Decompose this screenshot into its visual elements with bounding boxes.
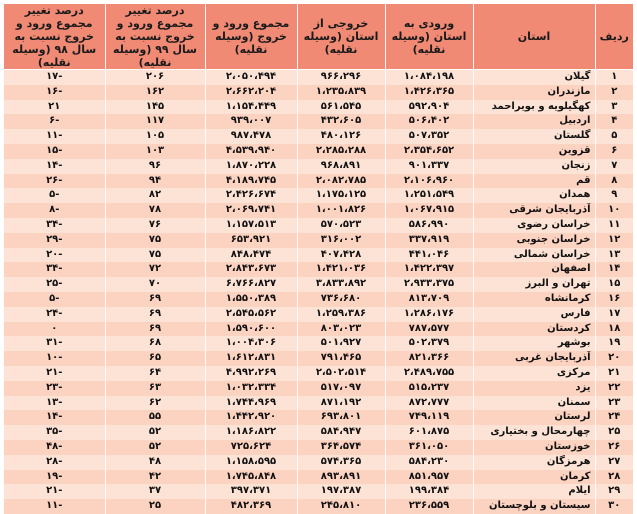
change-vs-99-cell: ۵۵ (105, 410, 205, 425)
table-row (4, 307, 633, 322)
province-name-cell: یزد (473, 381, 595, 396)
table-row (4, 366, 633, 381)
row-index-cell: ۱۰ (595, 203, 633, 218)
province-name-cell: اصفهان (473, 262, 595, 277)
change-vs-99-cell: ۹۴ (105, 174, 205, 189)
row-index-cell: ۱۷ (595, 307, 633, 322)
exits-cell: ۶۹۳،۸۰۱ (297, 410, 385, 425)
change-vs-98-cell: -۲۶ (4, 174, 105, 189)
row-index-cell: ۱۱ (595, 218, 633, 233)
province-name-cell: مرکزی (473, 366, 595, 381)
exits-cell: ۵۷۴،۳۶۵ (297, 455, 385, 470)
total-cell: ۴،۹۹۲،۲۶۹ (205, 366, 297, 381)
table-row (4, 440, 633, 455)
exits-cell: ۴۳۲،۶۰۵ (297, 114, 385, 129)
table-row (4, 292, 633, 307)
change-vs-98-cell: -۱۷ (4, 70, 105, 85)
change-vs-99-cell: ۱۶۲ (105, 85, 205, 100)
table-row (4, 188, 633, 203)
table-row (4, 144, 633, 159)
change-vs-99-cell: ۸۲ (105, 188, 205, 203)
exits-cell: ۴۸۰،۱۲۶ (297, 129, 385, 144)
change-vs-99-cell: ۹۶ (105, 159, 205, 174)
province-name-cell: همدان (473, 188, 595, 203)
total-cell: ۲،۸۴۳،۶۷۳ (205, 262, 297, 277)
exits-cell: ۳،۸۳۳،۸۹۲ (297, 277, 385, 292)
change-vs-98-cell: -۸ (4, 203, 105, 218)
province-name-cell: خراسان شمالی (473, 248, 595, 263)
exits-cell: ۱،۴۲۱،۰۳۶ (297, 262, 385, 277)
exits-cell: ۳۶۴،۵۷۴ (297, 440, 385, 455)
total-cell: ۶،۷۶۶،۸۲۷ (205, 277, 297, 292)
table-row (4, 262, 633, 277)
table-row (4, 484, 633, 499)
row-index-cell: ۲ (595, 85, 633, 100)
total-cell: ۲،۵۴۵،۵۶۲ (205, 307, 297, 322)
entries-cell: ۷۸۷،۵۷۷ (385, 322, 473, 337)
table-row (4, 203, 633, 218)
change-vs-98-cell: -۲۸ (4, 455, 105, 470)
province-name-cell: خراسان رضوی (473, 218, 595, 233)
header-entries: ورودی به استان (وسیله نقلیه) (385, 4, 473, 70)
province-name-cell: زنجان (473, 159, 595, 174)
total-cell: ۱،۷۴۴،۹۶۹ (205, 396, 297, 411)
table-row (4, 381, 633, 396)
change-vs-99-cell: ۲۰۶ (105, 70, 205, 85)
total-cell: ۴،۵۳۹،۹۴۰ (205, 144, 297, 159)
province-name-cell: هرمزگان (473, 455, 595, 470)
province-name-cell: کرمانشاه (473, 292, 595, 307)
table-row (4, 174, 633, 189)
table-row (4, 322, 633, 337)
change-vs-98-cell: ۰ (4, 322, 105, 337)
total-cell: ۱،۴۴۲،۹۲۰ (205, 410, 297, 425)
row-index-cell: ۲۰ (595, 351, 633, 366)
total-cell: ۴،۱۸۹،۷۴۵ (205, 174, 297, 189)
entries-cell: ۱،۰۶۷،۹۱۵ (385, 203, 473, 218)
exits-cell: ۵۰۱،۹۲۷ (297, 336, 385, 351)
total-cell: ۱،۱۸۶،۸۲۲ (205, 425, 297, 440)
exits-cell: ۵۱۷،۰۹۷ (297, 381, 385, 396)
exits-cell: ۸۹۳،۸۹۱ (297, 470, 385, 485)
province-name-cell: کرمان (473, 470, 595, 485)
entries-cell: ۱،۰۸۴،۱۹۸ (385, 70, 473, 85)
entries-cell: ۲،۹۳۳،۳۷۵ (385, 277, 473, 292)
entries-cell: ۶۰۱،۸۷۵ (385, 425, 473, 440)
exits-cell: ۷۳۶،۶۸۰ (297, 292, 385, 307)
entries-cell: ۷۴۹،۱۱۹ (385, 410, 473, 425)
entries-cell: ۴۴۱،۰۴۶ (385, 248, 473, 263)
entries-cell: ۵۹۲،۹۰۴ (385, 100, 473, 115)
change-vs-98-cell: -۱۱ (4, 129, 105, 144)
change-vs-99-cell: ۷۵ (105, 248, 205, 263)
entries-cell: ۸۷۲،۷۷۷ (385, 396, 473, 411)
table-row (4, 100, 633, 115)
table-row (4, 159, 633, 174)
table-row (4, 70, 633, 85)
row-index-cell: ۶ (595, 144, 633, 159)
row-index-cell: ۲۱ (595, 366, 633, 381)
change-vs-98-cell: -۳۴ (4, 262, 105, 277)
change-vs-98-cell: -۱۳ (4, 396, 105, 411)
total-cell: ۱،۰۰۴،۳۰۶ (205, 336, 297, 351)
province-name-cell: قزوین (473, 144, 595, 159)
entries-cell: ۸۱۳،۷۰۹ (385, 292, 473, 307)
change-vs-99-cell: ۱۱۷ (105, 114, 205, 129)
change-vs-98-cell: -۵ (4, 292, 105, 307)
row-index-cell: ۲۸ (595, 470, 633, 485)
province-name-cell: قم (473, 174, 595, 189)
table-row (4, 396, 633, 411)
row-index-cell: ۱ (595, 70, 633, 85)
total-cell: ۲،۴۲۶،۶۷۴ (205, 188, 297, 203)
entries-cell: ۲۳۶،۵۵۹ (385, 499, 473, 514)
row-index-cell: ۲۵ (595, 425, 633, 440)
exits-cell: ۵۶۱،۵۴۵ (297, 100, 385, 115)
change-vs-98-cell: -۲۳ (4, 381, 105, 396)
province-name-cell: آذربایجان غربی (473, 351, 595, 366)
table-row (4, 233, 633, 248)
row-index-cell: ۷ (595, 159, 633, 174)
entries-cell: ۳۳۷،۹۱۹ (385, 233, 473, 248)
change-vs-99-cell: ۶۲ (105, 396, 205, 411)
change-vs-98-cell: -۱۴ (4, 410, 105, 425)
province-name-cell: سمنان (473, 396, 595, 411)
province-name-cell: آذربایجان شرقی (473, 203, 595, 218)
change-vs-98-cell: -۳۱ (4, 336, 105, 351)
table-row (4, 248, 633, 263)
change-vs-98-cell: -۱۴ (4, 159, 105, 174)
change-vs-99-cell: ۱۰۵ (105, 129, 205, 144)
change-vs-98-cell: -۱۱ (4, 499, 105, 514)
table-row (4, 336, 633, 351)
change-vs-99-cell: ۶۴ (105, 366, 205, 381)
change-vs-99-cell: ۶۹ (105, 322, 205, 337)
row-index-cell: ۵ (595, 129, 633, 144)
total-cell: ۲،۶۶۲،۲۰۴ (205, 85, 297, 100)
entries-cell: ۱،۲۵۱،۵۴۹ (385, 188, 473, 203)
row-index-cell: ۲۲ (595, 381, 633, 396)
total-cell: ۲،۰۵۰،۴۹۴ (205, 70, 297, 85)
total-cell: ۱،۶۱۲،۸۳۱ (205, 351, 297, 366)
row-index-cell: ۱۸ (595, 322, 633, 337)
table-header (4, 4, 633, 70)
row-index-cell: ۳۰ (595, 499, 633, 514)
exits-cell: ۵۷۰،۵۲۳ (297, 218, 385, 233)
change-vs-98-cell: -۳۴ (4, 218, 105, 233)
province-name-cell: خراسان جنوبی (473, 233, 595, 248)
entries-cell: ۵۸۴،۲۳۰ (385, 455, 473, 470)
header-exits: خروجی از استان (وسیله نقلیه) (297, 4, 385, 70)
entries-cell: ۵۱۵،۲۳۷ (385, 381, 473, 396)
entries-cell: ۸۲۱،۳۶۶ (385, 351, 473, 366)
total-cell: ۱،۰۳۲،۳۳۴ (205, 381, 297, 396)
header-total: مجموع ورود و خروج (وسیله نقلیه) (205, 4, 297, 70)
total-cell: ۱،۵۵۰،۳۸۹ (205, 292, 297, 307)
exits-cell: ۱،۱۷۵،۱۲۵ (297, 188, 385, 203)
row-index-cell: ۲۹ (595, 484, 633, 499)
table-row (4, 277, 633, 292)
row-index-cell: ۸ (595, 174, 633, 189)
entries-cell: ۵۸۶،۹۹۰ (385, 218, 473, 233)
change-vs-98-cell: -۲۱ (4, 366, 105, 381)
change-vs-99-cell: ۵۲ (105, 440, 205, 455)
province-name-cell: ایلام (473, 484, 595, 499)
exits-cell: ۲۴۵،۸۱۰ (297, 499, 385, 514)
total-cell: ۱،۱۵۷،۵۱۳ (205, 218, 297, 233)
change-vs-99-cell: ۳۷ (105, 484, 205, 499)
entries-cell: ۵۰۲،۳۷۹ (385, 336, 473, 351)
header-province: استان (473, 4, 595, 70)
change-vs-99-cell: ۵۲ (105, 425, 205, 440)
entries-cell: ۹۰۱،۳۳۷ (385, 159, 473, 174)
total-cell: ۱،۸۷۰،۲۲۸ (205, 159, 297, 174)
exits-cell: ۳۱۶،۰۰۲ (297, 233, 385, 248)
header-change-vs-99: درصد تغییر مجموع ورود و خروج نسبت به سال ۹۹ (وسیله نقلیه) (105, 4, 205, 70)
change-vs-99-cell: ۴۸ (105, 455, 205, 470)
row-index-cell: ۱۶ (595, 292, 633, 307)
exits-cell: ۲،۰۸۲،۷۸۵ (297, 174, 385, 189)
total-cell: ۸۴۸،۴۷۴ (205, 248, 297, 263)
row-index-cell: ۲۴ (595, 410, 633, 425)
row-index-cell: ۳ (595, 100, 633, 115)
total-cell: ۲،۰۶۹،۷۴۱ (205, 203, 297, 218)
row-index-cell: ۲۷ (595, 455, 633, 470)
province-name-cell: فارس (473, 307, 595, 322)
total-cell: ۶۵۳،۹۲۱ (205, 233, 297, 248)
header-index: ردیف (595, 4, 633, 70)
change-vs-99-cell: ۷۶ (105, 218, 205, 233)
province-name-cell: کهگیلویه و بویراحمد (473, 100, 595, 115)
table-row (4, 114, 633, 129)
change-vs-98-cell: -۶ (4, 114, 105, 129)
change-vs-99-cell: ۶۳ (105, 381, 205, 396)
entries-cell: ۱،۴۲۶،۳۶۵ (385, 85, 473, 100)
table-row (4, 455, 633, 470)
change-vs-99-cell: ۲۵ (105, 499, 205, 514)
change-vs-99-cell: ۷۵ (105, 233, 205, 248)
exits-cell: ۱،۲۵۹،۳۸۶ (297, 307, 385, 322)
change-vs-99-cell: ۶۹ (105, 292, 205, 307)
header-change-vs-98: درصد تغییر مجموع ورود و خروج نسبت به سال ۹۸ (وسیله نقلیه) (4, 4, 105, 70)
change-vs-99-cell: ۷۸ (105, 203, 205, 218)
change-vs-99-cell: ۶۵ (105, 351, 205, 366)
change-vs-98-cell: -۲۱ (4, 484, 105, 499)
row-index-cell: ۱۵ (595, 277, 633, 292)
exits-cell: ۸۰۳،۰۲۳ (297, 322, 385, 337)
total-cell: ۳۹۷،۳۷۱ (205, 484, 297, 499)
change-vs-98-cell: -۱۹ (4, 470, 105, 485)
entries-cell: ۱،۴۲۲،۳۹۷ (385, 262, 473, 277)
change-vs-99-cell: ۴۲ (105, 470, 205, 485)
total-cell: ۱،۵۹۰،۶۰۰ (205, 322, 297, 337)
exits-cell: ۲،۵۰۲،۵۱۴ (297, 366, 385, 381)
table-row (4, 425, 633, 440)
change-vs-98-cell: -۴۸ (4, 440, 105, 455)
total-cell: ۱،۷۴۵،۸۴۸ (205, 470, 297, 485)
entries-cell: ۱۹۹،۳۸۴ (385, 484, 473, 499)
change-vs-98-cell: -۱۰ (4, 351, 105, 366)
table-row (4, 351, 633, 366)
change-vs-98-cell: -۱۵ (4, 144, 105, 159)
row-index-cell: ۹ (595, 188, 633, 203)
province-name-cell: گلستان (473, 129, 595, 144)
change-vs-98-cell: -۳۵ (4, 425, 105, 440)
exits-cell: ۲،۲۸۵،۲۸۸ (297, 144, 385, 159)
exits-cell: ۵۸۴،۹۴۷ (297, 425, 385, 440)
province-name-cell: گیلان (473, 70, 595, 85)
exits-cell: ۹۶۶،۲۹۶ (297, 70, 385, 85)
exits-cell: ۷۹۱،۴۶۵ (297, 351, 385, 366)
table-body (4, 70, 633, 514)
table-row (4, 129, 633, 144)
total-cell: ۴۸۲،۳۶۹ (205, 499, 297, 514)
row-index-cell: ۱۲ (595, 233, 633, 248)
exits-cell: ۹۶۸،۸۹۱ (297, 159, 385, 174)
change-vs-98-cell: -۲۰ (4, 248, 105, 263)
province-name-cell: لرستان (473, 410, 595, 425)
table-row (4, 410, 633, 425)
entries-cell: ۳۶۱،۰۵۰ (385, 440, 473, 455)
change-vs-98-cell: -۵ (4, 188, 105, 203)
row-index-cell: ۱۹ (595, 336, 633, 351)
province-name-cell: چهارمحال و بختیاری (473, 425, 595, 440)
change-vs-99-cell: ۷۰ (105, 277, 205, 292)
total-cell: ۹۸۷،۴۷۸ (205, 129, 297, 144)
total-cell: ۷۲۵،۶۲۴ (205, 440, 297, 455)
province-name-cell: سیستان و بلوچستان (473, 499, 595, 514)
entries-cell: ۲،۳۵۴،۶۵۲ (385, 144, 473, 159)
entries-cell: ۱،۲۸۶،۱۷۶ (385, 307, 473, 322)
province-name-cell: کردستان (473, 322, 595, 337)
exits-cell: ۱،۲۳۵،۸۳۹ (297, 85, 385, 100)
table-row (4, 470, 633, 485)
change-vs-99-cell: ۶۸ (105, 336, 205, 351)
row-index-cell: ۱۴ (595, 262, 633, 277)
total-cell: ۹۳۹،۰۰۷ (205, 114, 297, 129)
exits-cell: ۱،۰۰۱،۸۲۶ (297, 203, 385, 218)
province-name-cell: تهران و البرز (473, 277, 595, 292)
exits-cell: ۴۰۷،۴۲۸ (297, 248, 385, 263)
total-cell: ۱،۱۵۴،۴۴۹ (205, 100, 297, 115)
change-vs-99-cell: ۶۹ (105, 307, 205, 322)
row-index-cell: ۱۳ (595, 248, 633, 263)
province-name-cell: بوشهر (473, 336, 595, 351)
change-vs-98-cell: -۱۶ (4, 85, 105, 100)
entries-cell: ۲،۱۰۶،۹۶۰ (385, 174, 473, 189)
entries-cell: ۵۰۶،۴۰۲ (385, 114, 473, 129)
entries-cell: ۸۵۱،۹۵۷ (385, 470, 473, 485)
province-traffic-table (4, 4, 633, 514)
change-vs-99-cell: ۱۴۵ (105, 100, 205, 115)
change-vs-99-cell: ۱۰۳ (105, 144, 205, 159)
row-index-cell: ۲۶ (595, 440, 633, 455)
table-row (4, 85, 633, 100)
province-name-cell: اردبیل (473, 114, 595, 129)
entries-cell: ۲،۴۸۹،۷۵۵ (385, 366, 473, 381)
change-vs-98-cell: -۲۴ (4, 307, 105, 322)
change-vs-98-cell: -۲۹ (4, 233, 105, 248)
header-row (4, 4, 633, 70)
change-vs-99-cell: ۷۲ (105, 262, 205, 277)
province-traffic-table-container (4, 4, 633, 512)
table-row (4, 499, 633, 514)
table-row (4, 218, 633, 233)
change-vs-98-cell: ۲۱ (4, 100, 105, 115)
entries-cell: ۵۰۷،۳۵۲ (385, 129, 473, 144)
province-name-cell: خوزستان (473, 440, 595, 455)
total-cell: ۱،۱۵۸،۵۹۵ (205, 455, 297, 470)
province-name-cell: مازندران (473, 85, 595, 100)
row-index-cell: ۴ (595, 114, 633, 129)
exits-cell: ۱۹۷،۳۸۷ (297, 484, 385, 499)
change-vs-98-cell: -۲۵ (4, 277, 105, 292)
row-index-cell: ۲۳ (595, 396, 633, 411)
exits-cell: ۸۷۱،۱۹۲ (297, 396, 385, 411)
